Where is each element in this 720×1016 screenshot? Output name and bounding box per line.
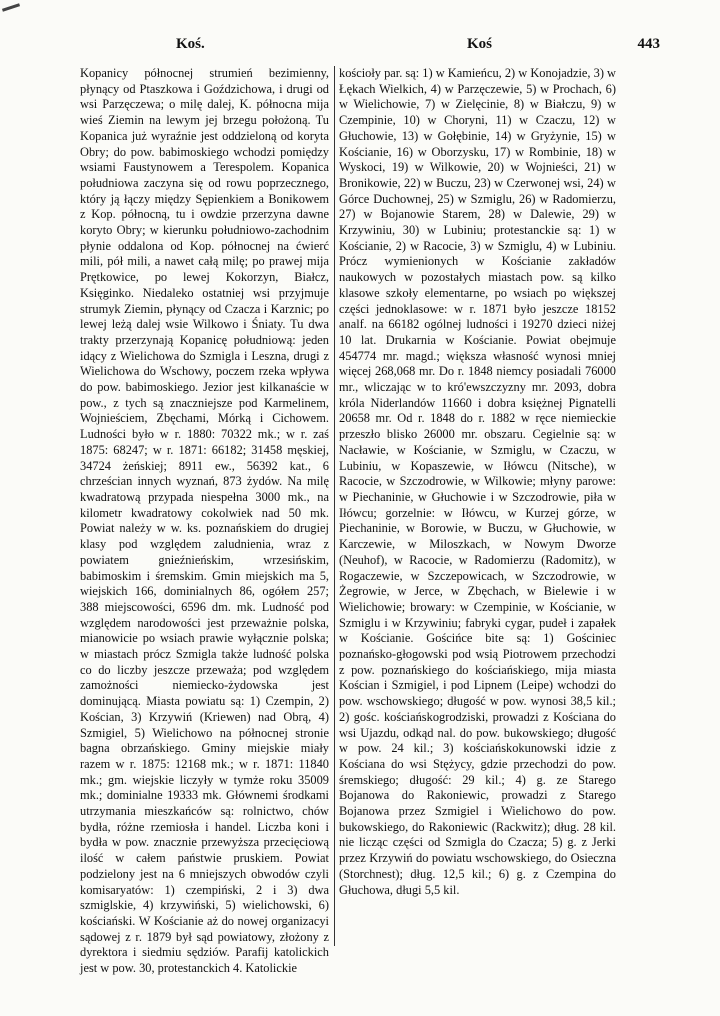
left-column-text: Kopanicy północnej strumień bezimienny, płynący od Ptaszkowa i Goździchowa, i drugi od wsi Parzęczewa; o milę dalej, K. północna mija wieś Ziemin na lewym jej brzegu położoną. Tu Kopanica już wyraźnie jest oddzieloną od koryta Obry; do pow. babimoskiego wchodzi pomiędzy wsiami Faustynowem a Terespolem. Kopanica południowa zaczyna się od rowu poprzecznego, który ją łączy między Sępienkiem a Bonikowem z Kop. północną, tu i owdzie przerzyna dawne koryto Obry; w kierunku południowo-zachodnim płynie oddalona od Kop. północnej na ćwierć mili, pół mili, a nawet całą milę; po prawej mija Prętkowice, po lewej Kokorzyn, Białcz, Księginko. Niedaleko ostatniej wsi przyjmuje strumyk Ziemin, płynący od Czacza i Karznic; po lewej leżą dalej wsie Wilkowo i Śniaty. Tu dwa trakty przerzynają Kopanicę południową: jeden idący z Wielichowa do Szmigla i Leszna, drugi z Wielichowa do Wschowy, poczem rzeka wpływa do pow. babimoskiego. Jezior jest kilkanaście w pow., z tych są znaczniejsze pod Karmelinem, Wojnieściem, Zbęchami, Mórką i Cichowem. Ludności było w r. 1880: 70322 mk.; w r. zaś 1875: 68247; w r. 1871: 66182; 31458 męskiej, 34724 żeńskiej; 8911 ew., 56392 kat., 6 chrześcian innych wyznań, 873 żydów. Na milę kwadratową przypada niespełna 3000 mk., na kilometr kwadratowy cokolwiek nad 50 mk. Powiat należy w w. ks. poznańskiem do drugiej klasy pod względem zaludnienia, wraz z powiatem gnieźnieńskim, wrzesińskim, babimoskim i śremskim. Gmin miejskich ma 5, wiejskich 166, dominialnych 86, ogółem 257; 388 miejscowości, 6596 dm. mk. Ludność pod względem narodowości jest przeważnie polska, mianowicie po wsiach prawie wyłącznie polska; w miastach prócz Szmigla także ludność polska co do liczby jeszcze przeważa; pod względem zamożności niemiecko-żydowska jest dominującą. Miasta powiatu są: 1) Czempin, 2) Kościan, 3) Krzywiń (Kriewen) nad Obrą, 4) Szmigiel, 5) Wielichowo na północnej stronie bagna obrzańskiego. Gminy miejskie miały razem w r. 1875: 12168 mk.; w r. 1871: 11840 mk.; gm. wiejskie liczyły w tymże roku 35009 mk.; dominialne 19333 mk. Głównemi środkami utrzymania mieszkańców są: rolnictwo, chów bydła, różne rzemiosła i handel. Liczba koni i bydła w pow. znacznie przewyższa przecięciową ilość w całem państwie pruskiem. Powiat podzielony jest na 6 mniejszych obwodów czyli komisaryatów: 1) czempiński, 2 i 3) dwa szmiglskie, 4) krzywiński, 5) wielichowski, 6) kościański. W Kościanie aż do nowej organizacyi sądowej z r. 1879 był sąd powiatowy, złożony z dyrektora i siedmiu sędziów. Parafij katolickich jest w pow. 30, protestanckich 4. Katolickie — [80, 66, 329, 976]
page-number: 443 — [637, 36, 660, 52]
right-column — [339, 66, 616, 898]
page-header — [80, 34, 660, 58]
column-divider — [334, 66, 335, 946]
left-column — [80, 66, 329, 977]
scan-corner-mark — [2, 3, 20, 11]
running-head-center: Koś — [467, 36, 493, 52]
right-column-text: kościoły par. są: 1) w Kamieńcu, 2) w Konojadzie, 3) w Łękach Wielkich, 4) w Parzęczewie, 5) w Prochach, 6) w Wielichowie, 7) w Zielęcinie, 8) w Białczu, 9) w Czempinie, 10) w Choryni, 11) w Czaczu, 12) w Głuchowie, 13) w Gołębinie, 14) w Gryżynie, 15) w Kościanie, 16) w Oborzysku, 17) w Rombinie, 18) w Wyskoci, 19) w Wilkowie, 20) w Wojnieści, 21) w Bronikowie, 22) w Buczu, 23) w Czerwonej wsi, 24) w Górce Duchownej, 25) w Szmiglu, 26) w Radomierzu, 27) w Bojanowie Starem, 28) w Dalewie, 29) w Krzywiniu, 30) w Lubiniu; protestanckie są: 1) w Kościanie, 2) w Racocie, 3) w Szmiglu, 4) w Lubiniu. Prócz wymienionych w Kościanie zakładów naukowych w pozostałych miastach pow. są kilko klasowe szkoły elementarne, po wsiach po większej części jednoklasowe: w r. 1871 było jeszcze 18152 analf. na 66182 ogólnej ludności i 19270 dzieci niżej 10 lat. Drukarnia w Kościanie. Powiat obejmuje 454774 mr. magd.; większa własność wynosi mniej więcej 268,068 mr. Do r. 1848 niemcy posiadali 76000 mr., wliczając w to kró'ewszczyzny mr. 2093, dobra króla Niderlandów 11660 i dobra księżnej Pignatelli 20658 mr. Od r. 1848 do r. 1882 w ręce niemieckie przeszło blisko 26000 mr. obszaru. Cegielnie są: w Nacławie, w Kościanie, w Szmiglu, w Czaczu, w Lubiniu, w Kopaszewie, w Iłówcu (Nitsche), w Racocie, w Szczodrowie, w Wilkowie; młyny parowe: w Piechaninie, w Głuchowie i w Szczodrowie, piła w Iłówcu; gorzelnie: w Iłówcu, w Kurzej górze, w Piechaninie, w Borowie, w Buczu, w Głuchowie, w Karczewie, w Miloszkach, w Nowym Dworze (Neuhof), w Racocie, w Radomierzu (Radomitz), w Rogaczewie, w Szczepowicach, w Szczodrowie, w Żegrowie, w Jerce, w Zbęchach, w Bielewie i w Wielichowie; browary: w Czempinie, w Kościanie, w Szmiglu i w Krzywiniu; fabryki cygar, pudeł i zapałek w Kościanie. Gościńce bite są: 1) Gościniec poznańsko-głogowski pod wsią Piotrowem przechodzi z pow. poznańskiego do kościańskiego, mija miasta Kościan i Szmigiel, i pod Lipnem (Leipe) wchodzi do pow. wschowskiego; długość w pow. wynosi 38,5 kil.; 2) gośc. kościańskogrodziski, prowadzi z Kościana do wsi Ujazdu, odkąd nal. do pow. bukowskiego; długość w pow. 24 kil.; 3) kościańskokunowski idzie z Kościana do wsi Stężycy, gdzie przechodzi do pow. śremskiego; długość: 29 kil.; 4) g. ze Starego Bojanowa do Rakoniewic, prowadzi z Starego Bojanowa przez Szmigiel i Wielichowo do pow. bukowskiego, do Rakoniewic (Rackwitz); dług. 28 kil. nie licząc części od Szmigla do Czacza; 5) g. z Jerki przez Krzywiń do powiatu wschowskiego, do Osieczna (Storchnest); dług. 12,5 kil.; 6) g. z Czempina do Głuchowa, długi 5,5 kil. — [339, 66, 616, 897]
running-head-left: Koś. — [176, 36, 205, 52]
